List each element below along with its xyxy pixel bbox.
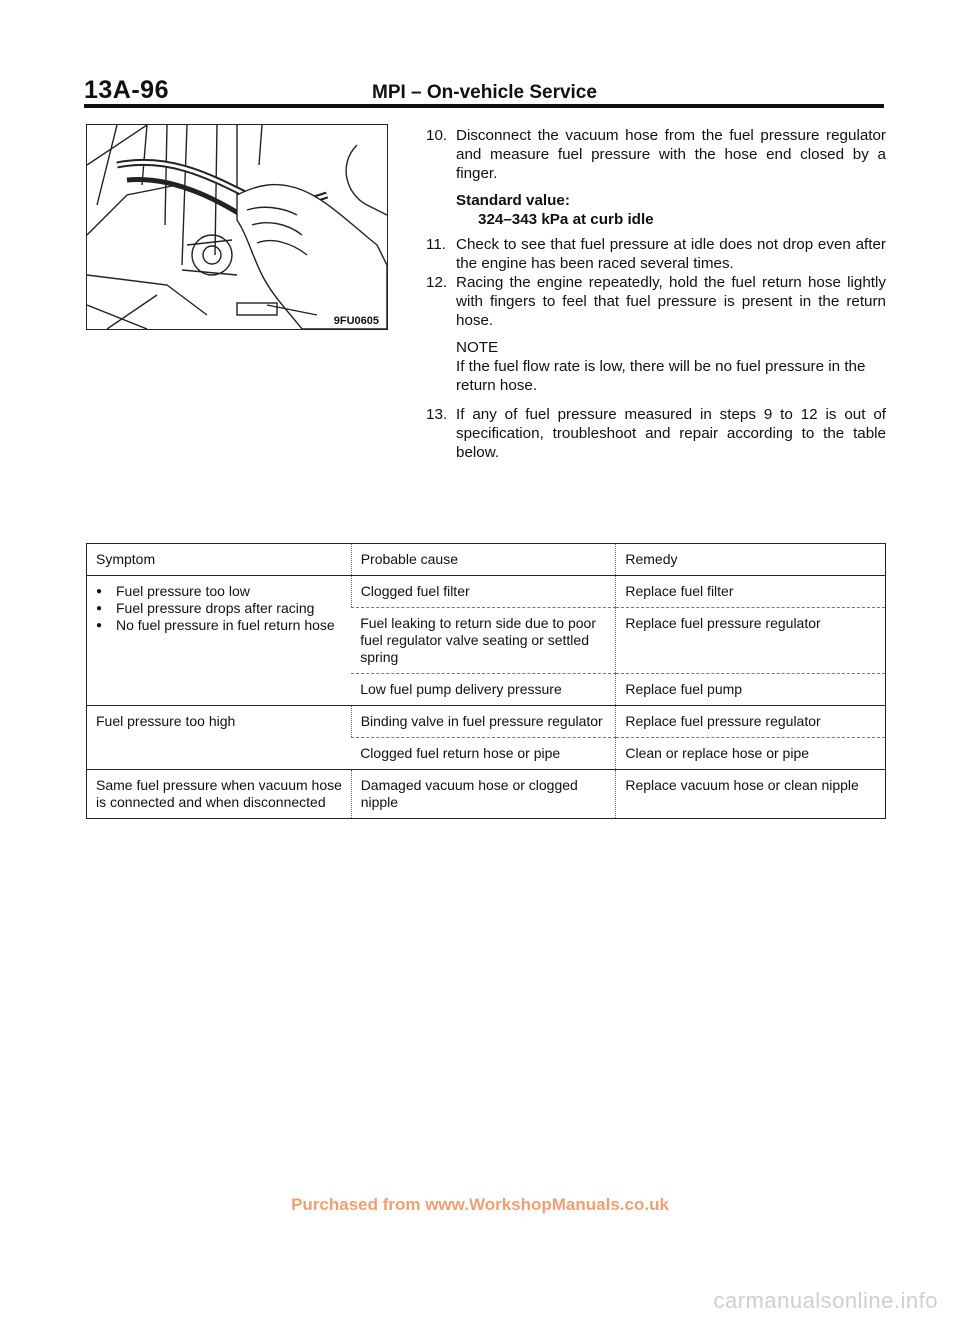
symptom-cell: Fuel pressure too high	[87, 706, 352, 770]
standard-value-text: 324–343 kPa at curb idle	[478, 211, 654, 228]
symptom-cell: Same fuel pressure when vacuum hose is connected and when disconnected	[87, 770, 352, 819]
table-row	[87, 770, 886, 819]
cause-cell: Clogged fuel filter	[351, 576, 616, 608]
note-label: NOTE	[456, 339, 499, 356]
remedy-cell: Replace fuel pump	[616, 674, 886, 706]
page-title: MPI – On-vehicle Service	[372, 82, 597, 103]
step-text: Disconnect the vacuum hose from the fuel pressure regulator and measure fuel pressure with the hose end closed by a finger.	[456, 127, 886, 182]
column-header-cause: Probable cause	[351, 544, 616, 576]
step-10	[426, 126, 886, 183]
remedy-cell: Replace fuel pressure regulator	[616, 706, 886, 738]
step-12	[426, 273, 886, 330]
step-number: 10.	[426, 127, 448, 144]
table-row	[87, 576, 886, 608]
cause-cell: Fuel leaking to return side due to poor fuel regulator valve seating or settled spring	[351, 608, 616, 674]
step-text: Check to see that fuel pressure at idle does not drop even after the engine has been raced several times.	[456, 236, 886, 272]
step-13	[426, 405, 886, 462]
cause-cell: Binding valve in fuel pressure regulator	[351, 706, 616, 738]
note-text: If the fuel flow rate is low, there will be no fuel pressure in the return hose.	[456, 358, 866, 394]
page-number: 13A-96	[84, 76, 169, 104]
remedy-cell: Replace fuel filter	[616, 576, 886, 608]
footer-purchase-note: Purchased from www.WorkshopManuals.co.uk	[291, 1195, 669, 1214]
cause-cell: Clogged fuel return hose or pipe	[351, 738, 616, 770]
symptom-item: ● Fuel pressure too low	[96, 583, 343, 600]
step-number: 13.	[426, 406, 448, 423]
step-text: If any of fuel pressure measured in steps 9 to 12 is out of specification, troubleshoot and repair according to the table below.	[456, 406, 886, 461]
symptom-cell	[87, 576, 352, 706]
column-header-symptom: Symptom	[87, 544, 352, 576]
figure-label: 9FU0605	[333, 315, 379, 327]
symptom-item: ● No fuel pressure in fuel return hose	[96, 617, 343, 634]
header-rule	[84, 104, 884, 108]
watermark: carmanualsonline.info	[713, 1288, 938, 1313]
engine-illustration	[87, 125, 387, 329]
cause-cell: Damaged vacuum hose or clogged nipple	[351, 770, 616, 819]
standard-value-label: Standard value:	[456, 192, 570, 209]
remedy-cell: Replace vacuum hose or clean nipple	[616, 770, 886, 819]
standard-value	[426, 191, 886, 229]
step-number: 12.	[426, 274, 448, 291]
symptom-item: ● Fuel pressure drops after racing	[96, 600, 343, 617]
engine-figure	[86, 124, 388, 330]
step-11	[426, 235, 886, 273]
table-header-row	[87, 544, 886, 576]
cause-cell: Low fuel pump delivery pressure	[351, 674, 616, 706]
step-text: Racing the engine repeatedly, hold the fuel return hose lightly with fingers to feel that fuel pressure is present in the return hose.	[456, 274, 886, 329]
remedy-cell: Replace fuel pressure regulator	[616, 608, 886, 674]
step-number: 11.	[426, 236, 446, 253]
table-row	[87, 706, 886, 738]
troubleshooting-table	[86, 543, 886, 819]
procedure-steps	[426, 126, 886, 472]
column-header-remedy: Remedy	[616, 544, 886, 576]
note	[426, 338, 886, 395]
remedy-cell: Clean or replace hose or pipe	[616, 738, 886, 770]
